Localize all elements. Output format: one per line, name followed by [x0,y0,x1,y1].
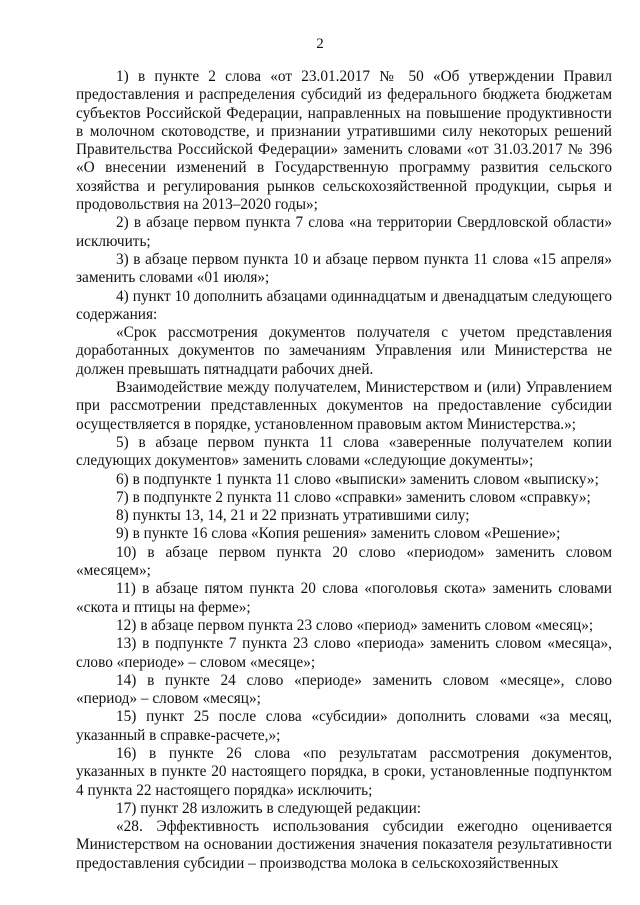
page-number: 2 [316,36,324,52]
paragraph: 7) в подпункте 2 пункта 11 слово «справки» заменить словом «справку»; [116,488,591,506]
paragraph: 14) в пункте 24 слово «периоде» заменить словом «месяце», слово «период» – словом «месяц»; [76,671,612,708]
paragraph: Взаимодействие между получателем, Министерством и (или) Управлением при рассмотрении представленных документов на предоставление субсидии осуществляется в порядке, установленном правовым актом Министерства.»; [76,379,612,433]
paragraph: 9) в пункте 16 слова «Копия решения» заменить словом «Решение»; [116,525,561,543]
paragraph: 17) пункт 28 изложить в следующей редакции: [116,799,422,817]
paragraph: 13) в подпункте 7 пункта 23 слово «периода» заменить словом «месяца», слово «периоде» – словом «месяце»; [76,635,612,671]
paragraph: «Срок рассмотрения документов получателя с учетом представления доработанных документов по замечаниям Управления или Министерства не должен превышать пятнадцати рабочих дней. [76,324,612,378]
paragraph: 4) пункт 10 дополнить абзацами одиннадцатым и двенадцатым следующего содержания: [76,287,612,323]
paragraph: 10) в абзаце первом пункта 20 слово «периодом» заменить словом «месяцем»; [76,543,612,580]
paragraph: «28. Эффективность использования субсидии ежегодно оценивается Министерством на основании достижения значения показателя результативности предоставления субсидии – производства молока в сельскохозяйственных [76,818,612,872]
document-body [76,68,612,873]
paragraph: 2) в абзаце первом пункта 7 слова «на территории Свердловской области» исключить; [76,214,612,250]
paragraph: 6) в подпункте 1 пункта 11 слово «выписки» заменить словом «выписку»; [116,470,599,488]
paragraph: 12) в абзаце первом пункта 23 слово «период» заменить словом «месяц»; [116,616,594,634]
paragraph: 11) в абзаце пятом пункта 20 слова «поголовья скота» заменить словами «скота и птицы на ферме»; [76,580,612,616]
paragraph: 8) пункты 13, 14, 21 и 22 признать утратившими силу; [116,507,470,525]
paragraph: 3) в абзаце первом пункта 10 и абзаце первом пункта 11 слова «15 апреля» заменить словами «01 июля»; [76,250,612,287]
paragraph: 1) в пункте 2 слова «от 23.01.2017 № 50 «Об утверждении Правил предоставления и распределения субсидий из федерального бюджета бюджетам субъектов Российской Федерации, направленных на повышение продуктивности в молочном скотоводстве, и признании утратившими силу некоторых решений Правительства Российской Федерации» заменить словами «от 31.03.2017 № 396 «О внесении изменений в Государственную программу развития сельского хозяйства и регулирования рынков сельскохозяйственной продукции, сырья и продовольствия на 2013–2020 годы»; [76,68,612,214]
paragraph: 5) в абзаце первом пункта 11 слова «заверенные получателем копии следующих документов» заменить словами «следующие документы»; [76,433,612,470]
paragraph: 16) в пункте 26 слова «по результатам рассмотрения документов, указанных в пункте 20 настоящего порядка, в сроки, установленные подпунктом 4 пункта 22 настоящего порядка» исключить; [76,744,612,799]
paragraph: 15) пункт 25 после слова «субсидии» дополнить словами «за месяц, указанный в справке-расчете,»; [76,708,612,744]
